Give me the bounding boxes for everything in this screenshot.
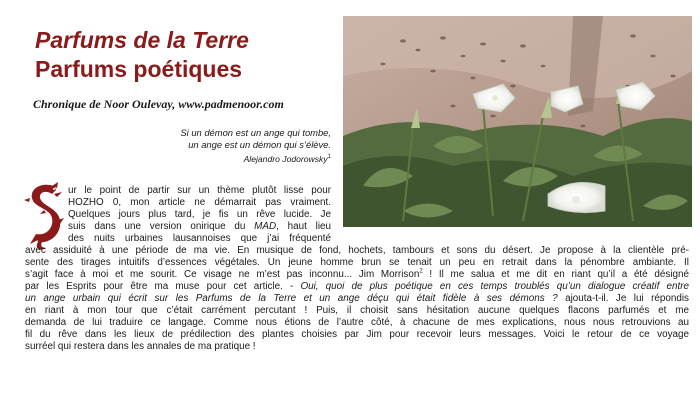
dropcap-dragon-s bbox=[24, 182, 64, 252]
body-line-10 bbox=[25, 293, 689, 305]
body-line-1: ur le point de partir sur un thème plutôt lisse pour bbox=[68, 185, 331, 196]
body-line-9-text: par les Esprits pour être ma muse pour cet article. - bbox=[25, 281, 301, 292]
body-line-8-end: ! Il me salua et me dit en riant qu’il a été désigné bbox=[422, 269, 689, 280]
body-line-10-end: ajouta-t-il. Je lui répondis bbox=[557, 293, 689, 304]
body-line-5: des nuits urbaines lausannoises que j’ai fréquenté bbox=[68, 233, 331, 244]
epigraph-author-name: Alejandro Jodorowsky bbox=[243, 153, 328, 164]
body-line-9 bbox=[25, 281, 689, 293]
body-line-8 bbox=[25, 269, 689, 281]
body-line-11: en riant à mon tour que c’était carrément percutant ! Puis, il choisit sans hésitation aucune quelques flacons parfumés et me bbox=[25, 305, 689, 316]
epigraph bbox=[120, 127, 331, 165]
body-line-4 bbox=[68, 221, 331, 233]
body-line-4-text: suis dans une version onirique du bbox=[68, 221, 246, 232]
mad-venue-name: MAD bbox=[254, 221, 277, 232]
chronicle-byline: Chronique de Noor Oulevay, www.padmenoor.com bbox=[33, 97, 284, 111]
photo-illustration bbox=[343, 16, 692, 227]
epigraph-author bbox=[120, 151, 331, 165]
body-line-14: surréel qui restera dans les annales de ma pratique ! bbox=[25, 341, 256, 352]
footnote-ref-2: 2 bbox=[419, 268, 423, 275]
body-line-2: HOZHO 0, mon article ne démarrait pas vraiment. bbox=[68, 197, 331, 208]
body-line-7: sente des tirages intuitifs d’essences végétales. Un jeune homme brun se tenait un peu en retrait dans la pénombre ambiante. Il bbox=[25, 257, 689, 268]
body-line-8-text: s’agit face à moi et me sourit. Ce visage ne m’est pas inconnu... Jim Morrison bbox=[25, 269, 420, 280]
body-line-12: demanda de lui traduire ce langage. Comme nous étions de l’autre côté, à chacune de mes explications, nous nous retrouvions au bbox=[25, 317, 689, 328]
body-line-9-italic: Oui, quoi de plus poétique en ces temps troublés qu’un dialogue créatif entre bbox=[300, 281, 690, 292]
body-line-4-end: , haut lieu bbox=[276, 221, 332, 232]
epigraph-line-2: un ange est un démon qui s’élève. bbox=[188, 139, 331, 150]
body-line-6: avec assiduité à une période de ma vie. En musique de fond, hochets, tambours et sons du désert. Je propose à la clientèle pré- bbox=[25, 245, 689, 256]
column-title: Parfums de la Terre bbox=[35, 27, 249, 53]
datura-flowers-photo bbox=[343, 16, 692, 227]
body-line-13: fil du rêve dans les lieux de prédilection des plantes choisies par Jim pour recevoir leurs messages. Voici le retour de ce voyage bbox=[25, 329, 689, 340]
dragon-letter-s-icon bbox=[24, 182, 64, 252]
footnote-ref-1: 1 bbox=[327, 154, 331, 160]
body-line-3: Quelques jours plus tard, je fis un rêve lucide. Je bbox=[68, 209, 331, 220]
epigraph-line-1: Si un démon est un ange qui tombe, bbox=[180, 127, 331, 138]
body-line-10-italic: un ange urbain qui écrit sur les Parfums de la Terre et un ange déçu qui était fidèle à ses démons ? bbox=[25, 293, 558, 304]
column-subtitle: Parfums poétiques bbox=[35, 56, 243, 82]
